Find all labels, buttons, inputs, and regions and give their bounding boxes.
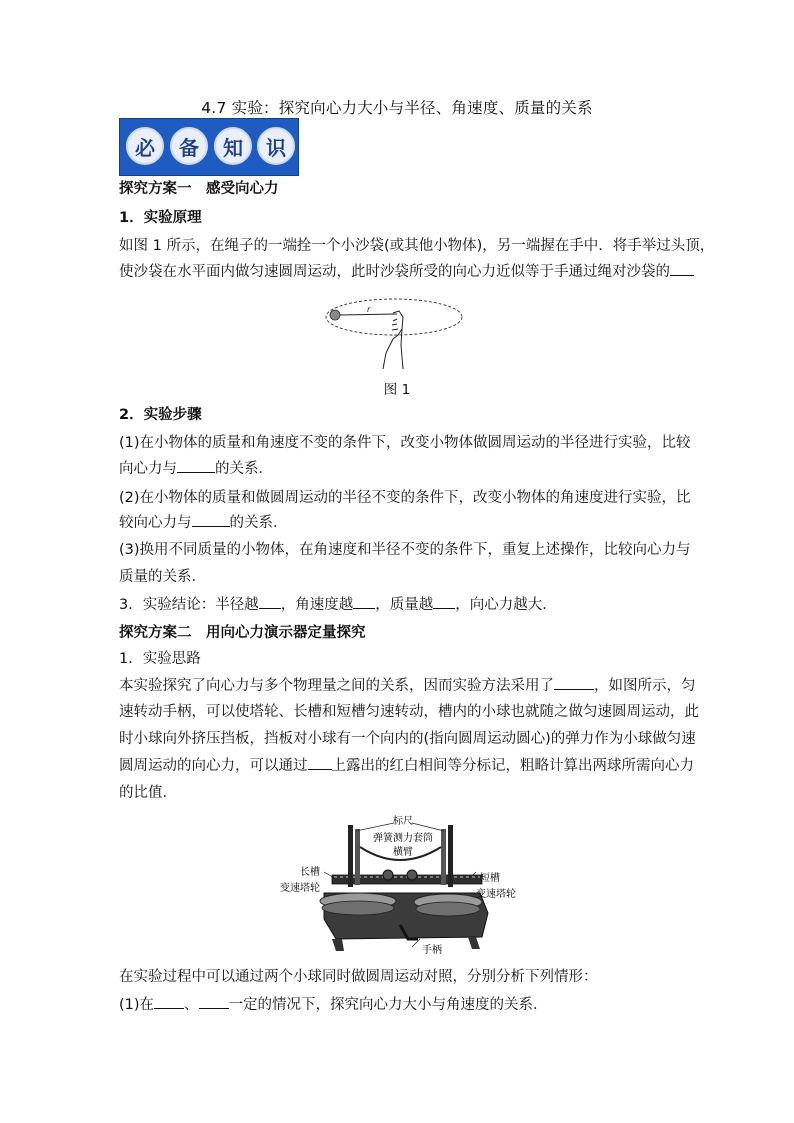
case1-sep: 、 [184, 997, 199, 1013]
label-left-wheel: 变速塔轮 [280, 883, 320, 894]
step1-line2-b: 的关系． [215, 461, 273, 477]
step1-line2 [119, 460, 273, 478]
section-banner [119, 118, 299, 176]
conclusion-c: ，质量越 [375, 597, 434, 613]
banner-char-2: 备 [170, 127, 208, 165]
answer-blank [177, 460, 215, 473]
left-post [348, 825, 353, 887]
scheme1-heading: 探究方案一 感受向心力 [119, 181, 279, 197]
principle-text-2 [119, 263, 694, 281]
approach-line1 [119, 677, 696, 695]
approach-line1-b: ，如图所示，匀 [594, 678, 696, 694]
figure-1-caption: 图 1 [383, 382, 411, 398]
answer-blank [259, 596, 281, 609]
label-spring-sleeve: 弹簧测力套筒 [373, 833, 433, 844]
case1-b: 一定的情况下，探究向心力大小与角速度的关系． [228, 997, 548, 1013]
left-leg [332, 939, 344, 951]
figure-2-centripetal-apparatus [262, 815, 532, 957]
answer-blank [199, 996, 229, 1009]
approach-line4-b: 上露出的红白相间等分标记，粗略计算出两球所需向心力 [331, 758, 694, 774]
case1-line [119, 996, 548, 1014]
conclusion-line [119, 596, 557, 614]
principle-text-2-body: 使沙袋在水平面内做匀速圆周运动，此时沙袋所受的向心力近似等于手通过绳对沙袋的 [119, 264, 670, 280]
answer-blank [192, 514, 230, 527]
answer-blank [554, 677, 594, 690]
label-handle: 手柄 [422, 945, 442, 956]
comparison-intro: 在实验过程中可以通过两个小球同时做圆周运动对照，分别分析下列情形： [119, 969, 598, 985]
step2-line2-b: 的关系． [229, 515, 288, 531]
answer-blank [353, 596, 375, 609]
step3-line2: 质量的关系． [119, 569, 206, 585]
answer-blank [433, 596, 455, 609]
conclusion-a: 3．实验结论：半径越 [119, 597, 259, 613]
rope-line [340, 314, 397, 315]
banner-char-1: 必 [126, 127, 164, 165]
ball-right [407, 870, 417, 880]
label-short-slot: 短槽 [480, 873, 500, 884]
approach-line3: 时小球向外挤压挡板，挡板对小球有一个向内的(指向圆周运动圆心)的弹力作为小球做匀速 [119, 731, 696, 747]
step1-line2-a: 向心力与 [119, 461, 177, 477]
right-wheel-lower [416, 902, 480, 916]
step2-line1: (2)在小物体的质量和做圆周运动的半径不变的条件下，改变小物体的角速度进行实验，比 [119, 490, 691, 506]
label-right-wheel: 变速塔轮 [476, 889, 516, 900]
label-ruler: 标尺 [393, 816, 413, 827]
step1-line1: (1)在小物体的质量和角速度不变的条件下，改变小物体做圆周运动的半径进行实验，比较 [119, 435, 691, 451]
ruler-leader [356, 823, 394, 831]
answer-blank [670, 263, 694, 276]
approach-line5: 的比值． [119, 785, 177, 801]
left-sleeve [355, 829, 360, 885]
sandbag-ball [330, 310, 340, 320]
principle-heading: 1．实验原理 [119, 210, 202, 226]
conclusion-b: ，角速度越 [280, 597, 354, 613]
radius-label: r [367, 305, 371, 314]
figure-1-sandbag [323, 295, 465, 373]
answer-blank [308, 757, 332, 770]
right-leg [468, 937, 480, 949]
approach-heading: 1．实验思路 [119, 651, 201, 667]
banner-char-3: 知 [214, 127, 252, 165]
right-post [448, 825, 453, 887]
case1-a: (1)在 [119, 997, 155, 1013]
steps-heading: 2．实验步骤 [119, 407, 202, 423]
step2-line2-a: 较向心力与 [119, 515, 192, 531]
label-long-slot: 长槽 [300, 867, 320, 878]
ball-left [383, 870, 393, 880]
step3-line1: (3)换用不同质量的小物体，在角速度和半径不变的条件下，重复上述操作，比较向心力与 [119, 542, 691, 558]
step2-line2 [119, 514, 288, 532]
banner-char-4: 识 [257, 127, 295, 165]
approach-line2: 速转动手柄，可以使塔轮、长槽和短槽匀速转动，槽内的小球也就随之做匀速圆周运动，此 [119, 704, 699, 720]
approach-line4 [119, 757, 694, 775]
conclusion-d: ，向心力越大． [455, 597, 557, 613]
approach-line1-a: 本实验探究了向心力与多个物理量之间的关系，因而实验方法采用了 [119, 678, 554, 694]
label-cross-arm: 横臂 [393, 847, 413, 858]
principle-text-1: 如图 1 所示，在绳子的一端拴一个小沙袋(或其他小物体)，另一端握在手中．将手举过头顶， [119, 238, 715, 254]
right-sleeve [441, 829, 446, 885]
answer-blank [154, 996, 184, 1009]
page-title: 4.7 实验：探究向心力大小与半径、角速度、质量的关系 [201, 99, 593, 117]
approach-line4-a: 圆周运动的向心力，可以通过 [119, 758, 308, 774]
hand-icon [383, 311, 403, 369]
scheme2-heading: 探究方案二 用向心力演示器定量探究 [119, 625, 366, 641]
left-wheel-lower [322, 901, 394, 915]
ruler-leader-2 [412, 823, 444, 831]
